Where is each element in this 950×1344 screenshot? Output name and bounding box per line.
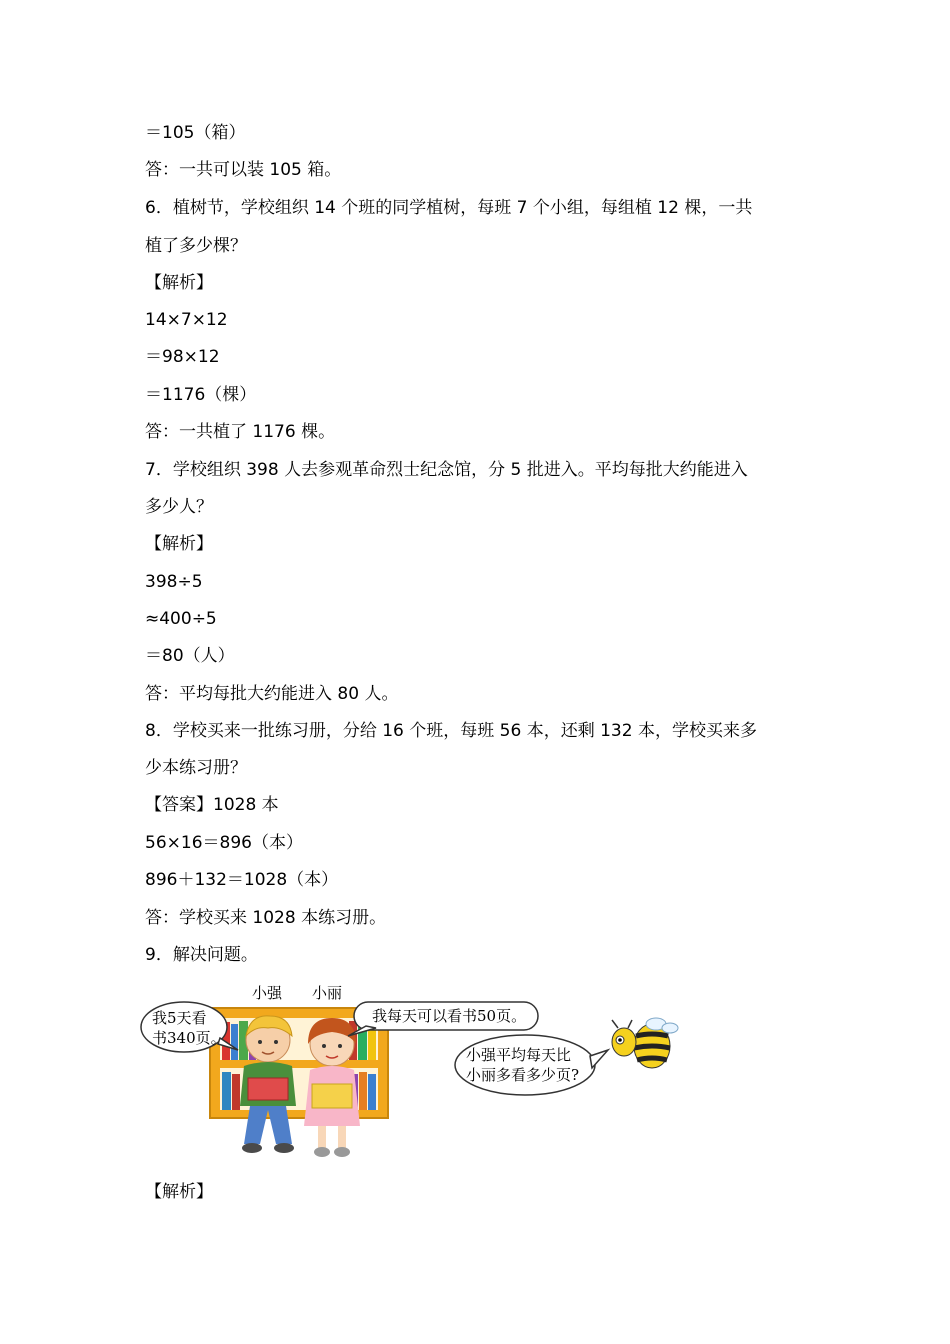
bubble-boy-line2: 书340页。 [152, 1029, 226, 1047]
text-line: ＝80（人） [145, 646, 235, 666]
text-line: ＝98×12 [145, 347, 220, 367]
text-line: 多少人？ [145, 497, 213, 517]
question-8: 8．学校买来一批练习册，分给 16 个班，每班 56 本，还剩 132 本，学校买来多 [145, 721, 757, 741]
text-line: 398÷5 [145, 572, 203, 592]
text-line: 答：学校买来 1028 本练习册。 [145, 908, 387, 928]
text-line: ＝105（箱） [145, 123, 246, 143]
section-heading: 【解析】 [145, 1182, 213, 1202]
name-label-xiaoli: 小丽 [312, 984, 343, 1002]
bubble-bee-line1: 小强平均每天比 [466, 1046, 572, 1064]
text-line: 896＋132＝1028（本） [145, 870, 339, 890]
boy-figure [240, 1016, 296, 1153]
text-line: 答：平均每批大约能进入 80 人。 [145, 684, 399, 704]
reading-illustration [140, 978, 690, 1170]
text-line: ≈400÷5 [145, 609, 217, 629]
text-line: 14×7×12 [145, 310, 228, 330]
text-line: 答：一共植了 1176 棵。 [145, 422, 336, 442]
text-line: ＝1176（棵） [145, 385, 257, 405]
text-line: 56×16＝896（本） [145, 833, 303, 853]
question-6: 6．植树节，学校组织 14 个班的同学植树，每班 7 个小组，每组植 12 棵，一共 [145, 198, 753, 218]
bee-icon [612, 1018, 678, 1068]
bubble-boy-line1: 我5天看 [152, 1009, 207, 1027]
text-line: 少本练习册？ [145, 758, 247, 778]
section-heading: 【解析】 [145, 273, 213, 293]
section-heading: 【解析】 [145, 534, 213, 554]
speech-bubble-bee [455, 1035, 608, 1095]
name-label-xiaoqiang: 小强 [252, 984, 283, 1002]
section-heading: 【答案】1028 本 [145, 795, 279, 815]
question-9: 9．解决问题。 [145, 945, 258, 965]
bubble-bee-line2: 小丽多看多少页? [466, 1066, 580, 1084]
bubble-girl-text: 我每天可以看书50页。 [372, 1007, 527, 1025]
text-line: 植了多少棵？ [145, 236, 247, 256]
girl-figure [304, 1018, 360, 1157]
text-line: 答：一共可以装 105 箱。 [145, 160, 342, 180]
question-7: 7．学校组织 398 人去参观革命烈士纪念馆，分 5 批进入。平均每批大约能进入 [145, 460, 748, 480]
